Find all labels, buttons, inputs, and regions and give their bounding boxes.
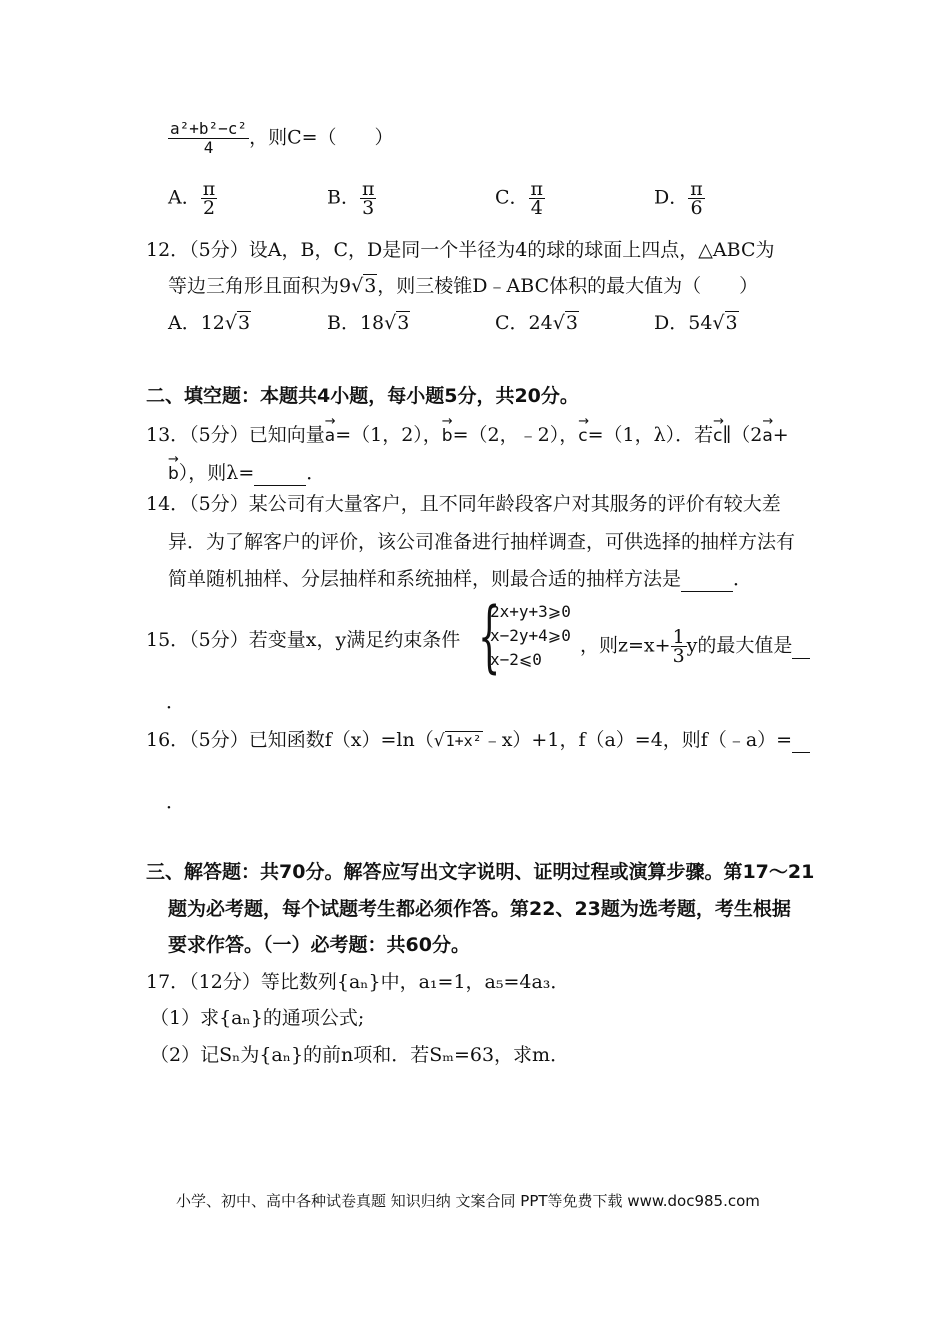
q13-line1: 13．（5分）已知向量→ a=（1，2），→ b=（2，﹣2），→ c=（1，λ）．若→ c∥（2→ a+ (146, 420, 789, 448)
section2-heading: 二、填空题：本题共4小题，每小题5分，共20分。 (146, 385, 579, 407)
vector-c: → c (578, 420, 587, 448)
section3-line3: 要求作答。（一）必考题：共60分。 (168, 934, 470, 956)
q12-option-b: B．18√3 (327, 312, 410, 334)
page-footer: 小学、初中、高中各种试卷真题 知识归纳 文案合同 PPT等免费下载 www.doc985.com (176, 1192, 760, 1210)
q17-part2: （2）记Sₙ为{aₙ}的前n项和．若Sₘ=63，求m． (150, 1044, 570, 1066)
q17-line1: 17．（12分）等比数列{aₙ}中，a₁=1，a₅=4a₃． (146, 971, 570, 993)
q13-line2: → b），则λ= ． (168, 458, 325, 486)
vector-b-2: → b (168, 458, 179, 486)
constraint-2: x−2y+4⩾0 (490, 626, 571, 645)
q11-option-d: D． $\frac{\pi}{6}$ (654, 178, 703, 219)
q12-option-a: A．12√3 (168, 312, 251, 334)
answer-blank (792, 728, 810, 753)
q12-option-c: C．24√3 (495, 312, 578, 334)
q15-end: ． (166, 691, 186, 713)
answer-blank (792, 634, 810, 659)
q11-stem: $\frac{\text{a²+b²−c²}}{4}$ ，则C=（ ） (170, 119, 394, 157)
vector-c-2: → c (713, 420, 722, 448)
q15-prefix: 15．（5分）若变量x，y满足约束条件 (146, 629, 461, 651)
constraint-1: 2x+y+3⩾0 (490, 602, 571, 621)
q14-line1: 14．（5分）某公司有大量客户，且不同年龄段客户对其服务的评价有较大差 (146, 493, 781, 515)
vector-a-2: → a (762, 420, 772, 448)
q14-line3: 简单随机抽样、分层抽样和系统抽样，则最合适的抽样方法是 ． (168, 568, 753, 590)
q16-end: ． (166, 791, 186, 813)
section3-line2: 题为必考题，每个试题考生都必须作答。第22、23题为选考题，考生根据 (168, 898, 791, 920)
q11-fraction: $\frac{\text{a²+b²−c²}}{4}$ (170, 119, 248, 157)
answer-blank (681, 567, 733, 592)
q12-option-d: D．54√3 (654, 312, 738, 334)
q11-option-b: B． $\frac{\pi}{3}$ (327, 178, 375, 219)
vector-b: → b (442, 420, 453, 448)
answer-blank (254, 461, 306, 486)
q12-line2: 等边三角形且面积为9√3，则三棱锥D﹣ABC体积的最大值为（ ） (168, 275, 759, 297)
q14-line2: 异．为了解客户的评价，该公司准备进行抽样调查，可供选择的抽样方法有 (168, 531, 796, 553)
q17-part1: （1）求{aₙ}的通项公式; (150, 1007, 365, 1029)
q12-line1: 12．（5分）设A，B，C，D是同一个半径为4的球的球面上四点，△ABC为 (146, 239, 775, 261)
q15-suffix: ，则z=x+ $\frac{1}{3}$ y的最大值是 (580, 628, 810, 665)
vector-a: → a (325, 420, 335, 448)
section3-line1: 三、解答题：共70分。解答应写出文字说明、证明过程或演算步骤。第17～21 (146, 861, 815, 883)
constraint-system (490, 600, 571, 672)
left-brace: { (478, 592, 501, 682)
q11-option-a: A． $\frac{\pi}{2}$ (168, 178, 216, 219)
constraint-3: x−2⩽0 (490, 650, 542, 669)
q11-option-c: C． $\frac{\pi}{4}$ (495, 178, 544, 219)
q16-line1: 16．（5分）已知函数f（x）=ln（√1+x²﹣x）+1，f（a）=4，则f（﹣a）= (146, 728, 810, 753)
